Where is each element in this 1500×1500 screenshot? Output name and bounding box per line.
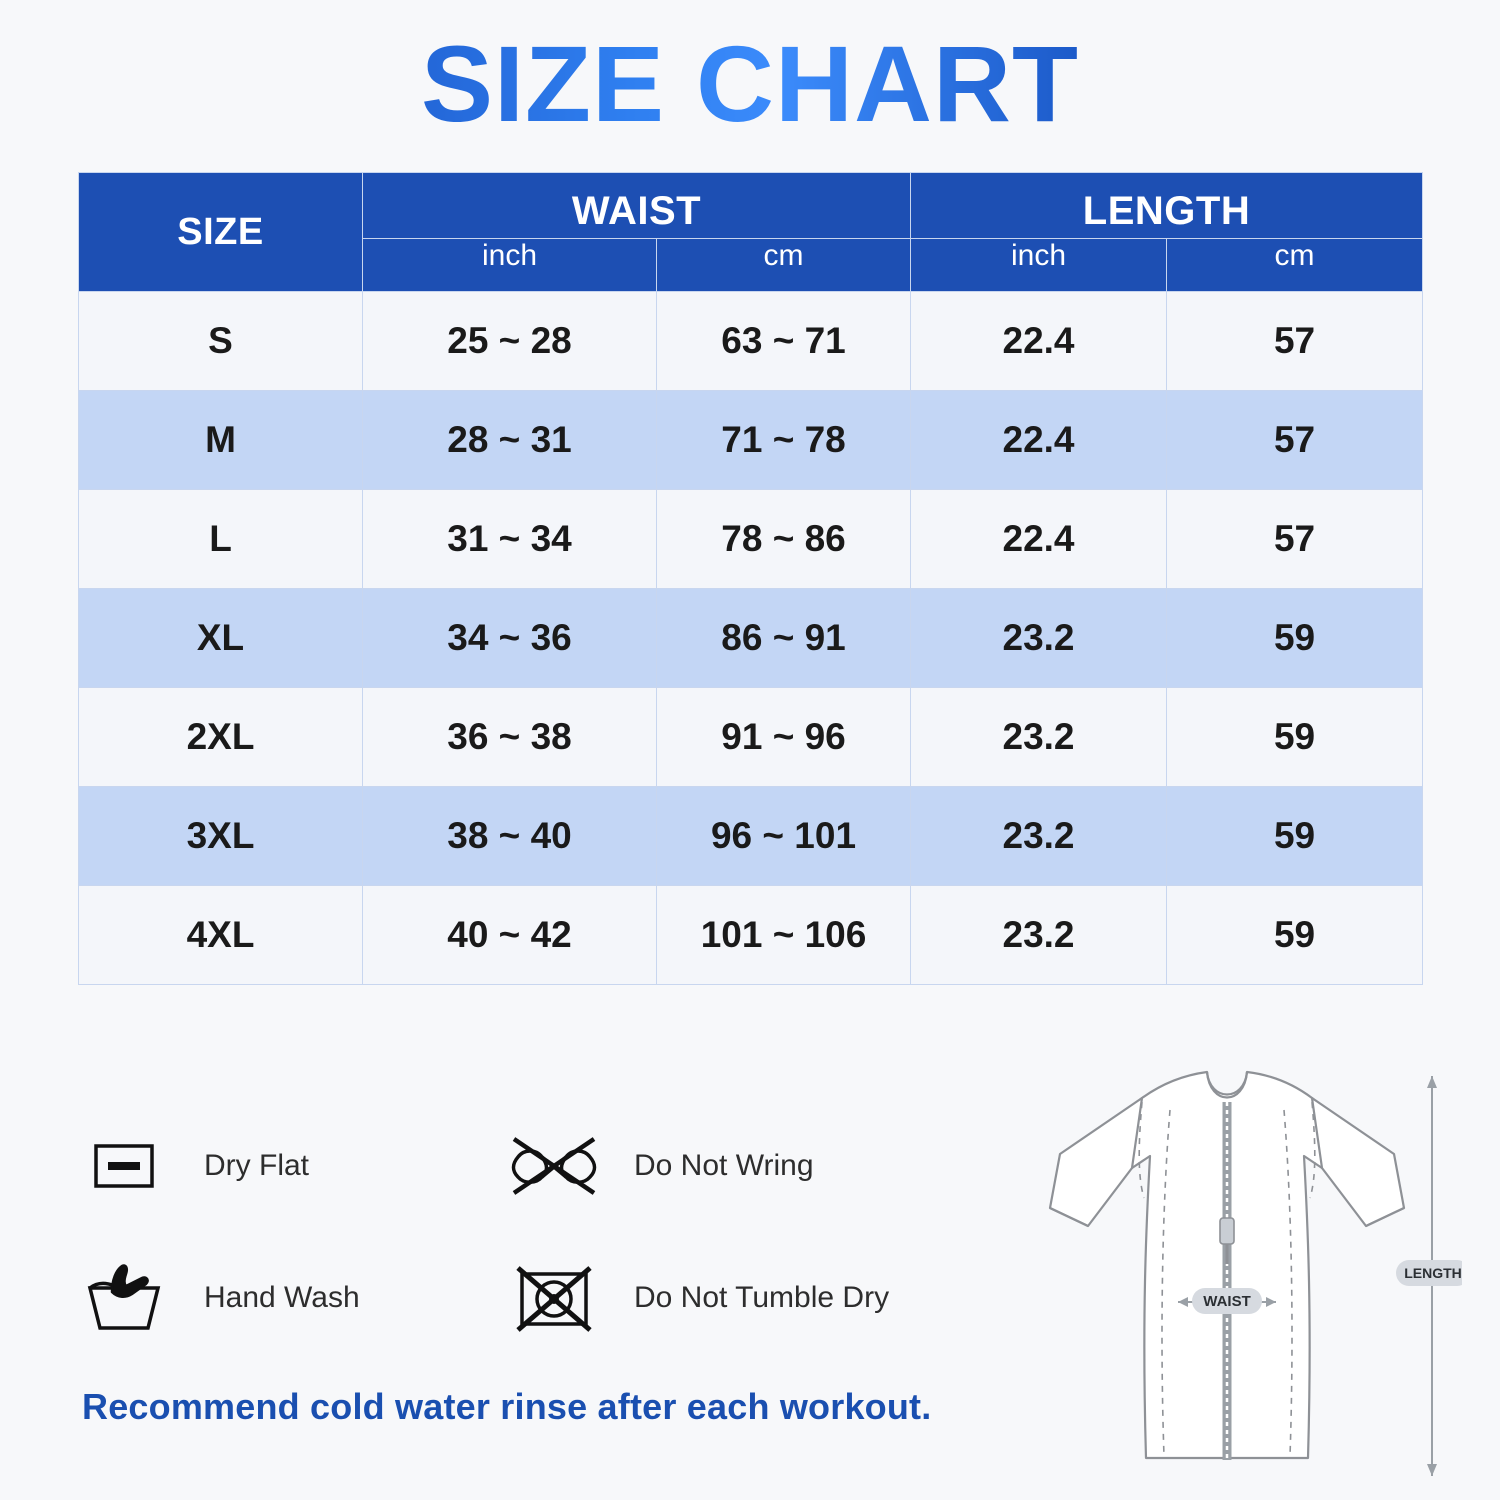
cell-waist-inch: 31 ~ 34 [363,490,657,589]
cell-waist-inch: 40 ~ 42 [363,886,657,985]
cell-length-cm: 59 [1167,787,1423,886]
care-item-do-not-tumble-dry [508,1252,938,1344]
table-row [79,886,1423,985]
cell-length-cm: 57 [1167,490,1423,589]
care-note: Recommend cold water rinse after each workout. [82,1386,932,1427]
cell-waist-cm: 78 ~ 86 [657,490,911,589]
cell-size: 2XL [79,688,363,787]
care-item-hand-wash [78,1252,508,1344]
cell-size: M [79,391,363,490]
table-row [79,589,1423,688]
care-label: Hand Wash [204,1281,360,1314]
cell-size: 3XL [79,787,363,886]
cell-waist-inch: 34 ~ 36 [363,589,657,688]
table-header [79,173,1423,292]
table-body [79,292,1423,985]
svg-text:WAIST: WAIST [1203,1293,1251,1310]
table-row [79,391,1423,490]
header-waist: WAIST [363,173,911,239]
cell-waist-cm: 86 ~ 91 [657,589,911,688]
header-size: SIZE [79,173,363,292]
cell-length-cm: 57 [1167,292,1423,391]
header-waist-inch: inch [363,239,657,292]
cell-length-inch: 22.4 [911,292,1167,391]
cell-length-cm: 57 [1167,391,1423,490]
table-row [79,490,1423,589]
care-row-1 [78,1100,978,1232]
length-measure-marker [1396,1076,1462,1476]
cell-waist-cm: 63 ~ 71 [657,292,911,391]
care-instructions [78,1100,978,1364]
header-waist-cm: cm [657,239,911,292]
cell-waist-cm: 71 ~ 78 [657,391,911,490]
do-not-wring-icon [508,1120,600,1212]
table-row [79,787,1423,886]
cell-waist-inch: 38 ~ 40 [363,787,657,886]
care-label: Do Not Tumble Dry [634,1281,890,1314]
garment-illustration [992,1058,1462,1488]
cell-waist-cm: 96 ~ 101 [657,787,911,886]
table-row [79,292,1423,391]
page-title: SIZE CHART [0,0,1500,146]
size-chart-table-wrapper [78,172,1422,985]
table-header-group-row [79,173,1423,239]
cell-length-cm: 59 [1167,589,1423,688]
do-not-tumble-dry-icon [508,1252,600,1344]
svg-text:LENGTH: LENGTH [1404,1265,1462,1281]
header-length: LENGTH [911,173,1423,239]
cell-size: XL [79,589,363,688]
table-row [79,688,1423,787]
cell-size: S [79,292,363,391]
hand-wash-icon [78,1252,170,1344]
cell-waist-inch: 36 ~ 38 [363,688,657,787]
cell-length-cm: 59 [1167,688,1423,787]
cell-size: L [79,490,363,589]
cell-length-inch: 23.2 [911,787,1167,886]
cell-waist-cm: 101 ~ 106 [657,886,911,985]
cell-length-inch: 22.4 [911,391,1167,490]
cell-size: 4XL [79,886,363,985]
size-chart-table [78,172,1423,985]
cell-waist-inch: 25 ~ 28 [363,292,657,391]
care-item-dry-flat [78,1120,508,1212]
cell-length-inch: 23.2 [911,589,1167,688]
header-length-inch: inch [911,239,1167,292]
dry-flat-icon [78,1120,170,1212]
cell-length-cm: 59 [1167,886,1423,985]
care-row-2 [78,1232,978,1364]
cell-length-inch: 23.2 [911,688,1167,787]
care-item-do-not-wring [508,1120,938,1212]
cell-length-inch: 23.2 [911,886,1167,985]
cell-waist-inch: 28 ~ 31 [363,391,657,490]
cell-waist-cm: 91 ~ 96 [657,688,911,787]
care-label: Dry Flat [204,1149,309,1182]
header-length-cm: cm [1167,239,1423,292]
cell-length-inch: 22.4 [911,490,1167,589]
care-label: Do Not Wring [634,1149,814,1182]
